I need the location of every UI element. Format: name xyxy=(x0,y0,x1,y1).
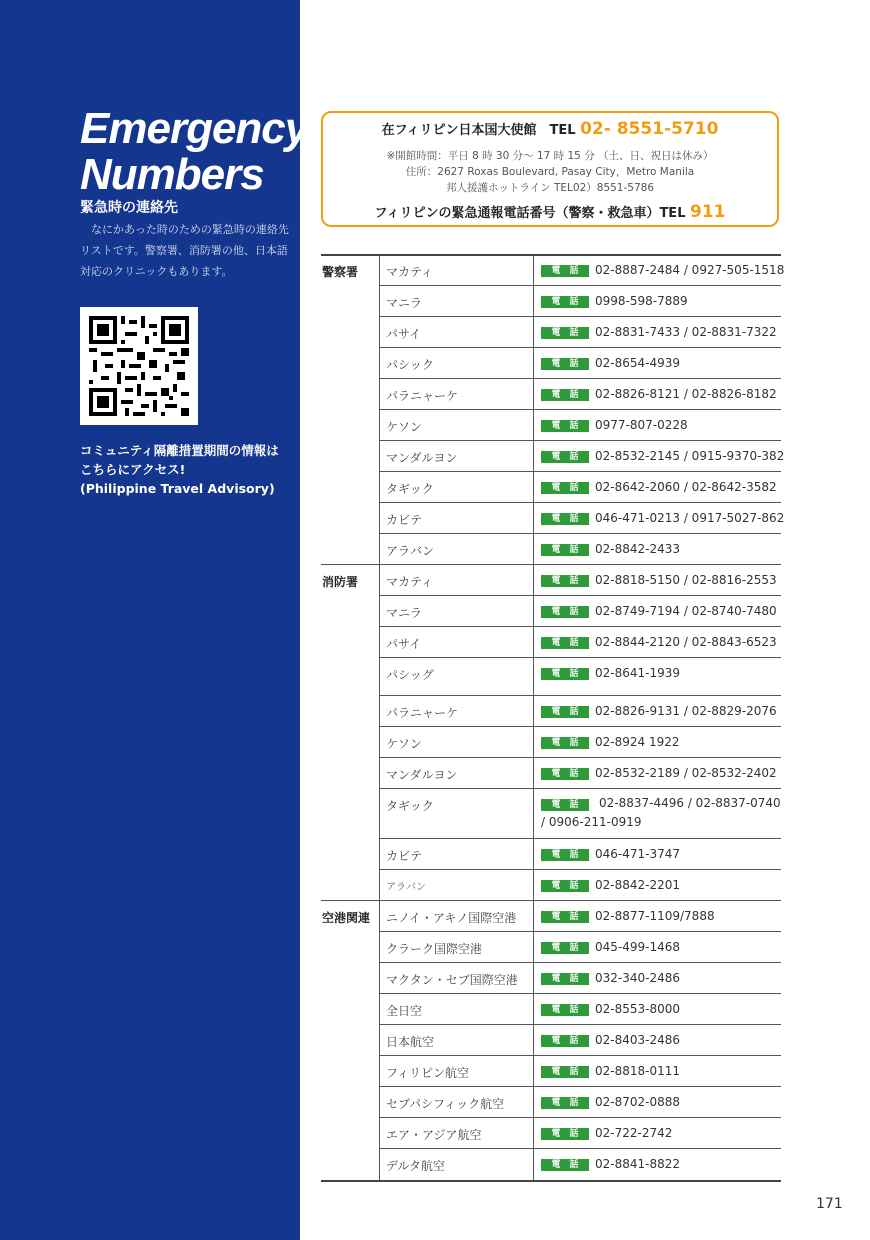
contact-name: パシッグ xyxy=(386,668,434,682)
row-divider xyxy=(380,993,781,994)
contact-name: ケソン xyxy=(386,737,422,751)
phone-badge: 電 話 xyxy=(541,737,589,749)
embassy-name: 在フィリピン日本国大使館 TEL xyxy=(381,123,581,138)
phone-badge: 電 話 xyxy=(541,265,589,277)
phone-badge: 電 話 xyxy=(541,706,589,718)
phone-badge: 電 話 xyxy=(541,451,589,463)
phone-number[interactable]: 02-8818-0111 xyxy=(595,1064,681,1078)
qr-code-icon[interactable] xyxy=(80,307,198,425)
row-divider xyxy=(380,1148,781,1149)
phone-number[interactable]: 046-471-3747 xyxy=(595,847,681,861)
contact-name: マクタン・セブ国際空港 xyxy=(386,973,518,987)
phone-badge: 電 話 xyxy=(541,1066,589,1078)
phone-number[interactable]: 02-8877-1109/7888 xyxy=(595,909,715,923)
qr-note-line-3: (Philippine Travel Advisory) xyxy=(80,481,275,496)
phone-number[interactable]: 02-8641-1939 xyxy=(595,666,681,680)
phone-badge: 電 話 xyxy=(541,799,589,811)
row-divider xyxy=(380,378,781,379)
contact-name: パシック xyxy=(386,358,434,372)
phone-badge: 電 話 xyxy=(541,389,589,401)
contact-name: マニラ xyxy=(386,296,423,310)
embassy-hours: ※開館時間：平日 8 時 30 分～ 17 時 15 分 （土、日、祝日は休み） xyxy=(386,150,714,162)
embassy-title xyxy=(323,119,777,139)
phone-number[interactable]: 02-8749-7194 / 02-8740-7480 xyxy=(595,604,777,618)
row-divider xyxy=(380,595,781,596)
phone-number[interactable]: 032-340-2486 xyxy=(595,971,681,985)
row-divider xyxy=(380,440,781,441)
phone-number[interactable]: 02-8924 1922 xyxy=(595,735,680,749)
row-divider xyxy=(321,564,781,565)
phone-number[interactable]: 02-8844-2120 / 02-8843-6523 xyxy=(595,635,777,649)
phone-badge: 電 話 xyxy=(541,637,589,649)
row-divider xyxy=(380,1086,781,1087)
phone-badge: 電 話 xyxy=(541,1004,589,1016)
phone-number[interactable]: 02-8553-8000 xyxy=(595,1002,681,1016)
phone-number[interactable]: 0977-807-0228 xyxy=(595,418,688,432)
contact-name: ケソン xyxy=(386,420,422,434)
contact-name: カビテ xyxy=(386,849,423,863)
contact-name: マンダルヨン xyxy=(386,451,458,465)
contact-name: デルタ航空 xyxy=(386,1159,445,1173)
row-divider xyxy=(380,1117,781,1118)
row-divider xyxy=(380,409,781,410)
row-divider xyxy=(380,471,781,472)
phone-number[interactable]: 02-8837-4496 / 02-8837-0740 / 0906-211-0919 xyxy=(541,796,781,829)
phone-badge: 電 話 xyxy=(541,1097,589,1109)
phone-badge: 電 話 xyxy=(541,544,589,556)
row-divider xyxy=(380,695,781,696)
table-bottom-rule xyxy=(321,1180,781,1182)
phone-number[interactable]: 02-8826-9131 / 02-8829-2076 xyxy=(595,704,777,718)
phone-number[interactable]: 02-722-2742 xyxy=(595,1126,673,1140)
phone-number[interactable]: 046-471-0213 / 0917-5027-862 xyxy=(595,511,785,525)
phone-number[interactable]: 02-8826-8121 / 02-8826-8182 xyxy=(595,387,777,401)
emergency-tel: 911 xyxy=(690,202,726,222)
phone-badge: 電 話 xyxy=(541,513,589,525)
phone-number[interactable]: 02-8818-5150 / 02-8816-2553 xyxy=(595,573,777,587)
page-title xyxy=(80,106,308,198)
contact-name: タギック xyxy=(386,799,434,813)
contact-name: フィリピン航空 xyxy=(386,1066,470,1080)
qr-note xyxy=(80,441,279,498)
contact-name: エア・アジア航空 xyxy=(386,1128,482,1142)
contact-name: パラニャーケ xyxy=(386,706,459,720)
contact-name: パサイ xyxy=(386,327,422,341)
row-divider xyxy=(380,347,781,348)
row-divider xyxy=(380,626,781,627)
phone-badge: 電 話 xyxy=(541,575,589,587)
phone-badge: 電 話 xyxy=(541,1128,589,1140)
phone-badge: 電 話 xyxy=(541,942,589,954)
contact-name: アラバン xyxy=(386,544,435,558)
page-number: 171 xyxy=(816,1196,843,1212)
row-divider xyxy=(380,838,781,839)
contact-name: タギック xyxy=(386,482,434,496)
phone-badge: 電 話 xyxy=(541,849,589,861)
qr-note-line-2: こちらにアクセス! xyxy=(80,462,186,477)
phone-number[interactable]: 0998-598-7889 xyxy=(595,294,688,308)
row-divider xyxy=(380,1055,781,1056)
column-divider xyxy=(379,254,380,1181)
sidebar xyxy=(0,0,309,1240)
row-divider xyxy=(380,726,781,727)
column-divider xyxy=(533,254,534,1181)
phone-number[interactable]: 02-8842-2433 xyxy=(595,542,681,556)
row-divider xyxy=(380,1024,781,1025)
contact-name: 日本航空 xyxy=(386,1035,435,1049)
contact-name: アラバン xyxy=(386,882,426,893)
contact-name: マニラ xyxy=(386,606,423,620)
contact-name: ニノイ・アキノ国際空港 xyxy=(386,911,517,925)
phone-badge: 電 話 xyxy=(541,880,589,892)
contact-name: セブパシフィック航空 xyxy=(386,1097,505,1111)
phone-badge: 電 話 xyxy=(541,911,589,923)
phone-number[interactable]: 02-8532-2145 / 0915-9370-382 xyxy=(595,449,785,463)
phone-badge: 電 話 xyxy=(541,606,589,618)
phone-badge: 電 話 xyxy=(541,327,589,339)
phone-badge: 電 話 xyxy=(541,768,589,780)
phone-badge: 電 話 xyxy=(541,1159,589,1171)
phone-badge: 電 話 xyxy=(541,482,589,494)
phone-number[interactable]: 02-8887-2484 / 0927-505-1518 xyxy=(595,263,785,277)
row-divider xyxy=(321,254,781,256)
title-line-1: Emergency xyxy=(80,104,309,153)
row-divider xyxy=(380,533,781,534)
phone-badge: 電 話 xyxy=(541,973,589,985)
row-divider xyxy=(380,869,781,870)
category-police: 警察署 xyxy=(322,265,359,279)
contact-name: パサイ xyxy=(386,637,422,651)
contact-name: クラーク国際空港 xyxy=(386,942,483,956)
phone-number[interactable]: 02-8841-8822 xyxy=(595,1157,681,1171)
embassy-hotline: 邦人援護ホットライン TEL02）8551-5786 xyxy=(445,182,654,194)
row-divider xyxy=(380,931,781,932)
row-divider xyxy=(380,285,781,286)
phone-number[interactable]: 02-8842-2201 xyxy=(595,878,681,892)
phone-number[interactable]: 02-8642-2060 / 02-8642-3582 xyxy=(595,480,777,494)
qr-note-line-1: コミュニティ隔離措置期間の情報は xyxy=(80,443,279,458)
row-divider xyxy=(380,962,781,963)
row-divider xyxy=(380,757,781,758)
phone-badge: 電 話 xyxy=(541,1035,589,1047)
row-divider xyxy=(380,788,781,789)
phone-number[interactable]: 02-8403-2486 xyxy=(595,1033,681,1047)
intro-text: なにかあった時のための緊急時の連絡先リストです。警察署、消防署の他、日本語対応のクリニックもあります。 xyxy=(80,223,289,278)
row-divider xyxy=(321,900,781,901)
phone-number[interactable]: 02-8702-0888 xyxy=(595,1095,681,1109)
contact-name: マンダルヨン xyxy=(386,768,458,782)
emergency-line xyxy=(323,202,777,222)
title-line-2: Numbers xyxy=(80,150,264,199)
emergency-label: フィリピンの緊急通報電話番号（警察・救急車）TEL xyxy=(374,206,691,221)
contact-name: マカティ xyxy=(386,265,434,279)
phone-number[interactable]: 02-8831-7433 / 02-8831-7322 xyxy=(595,325,777,339)
embassy-tel: 02- 8551-5710 xyxy=(580,119,719,139)
category-airport: 空港関連 xyxy=(322,911,371,925)
phone-badge: 電 話 xyxy=(541,668,589,680)
phone-badge: 電 話 xyxy=(541,420,589,432)
contact-name: 全日空 xyxy=(386,1004,423,1018)
phone-badge: 電 話 xyxy=(541,296,589,308)
row-divider xyxy=(380,657,781,658)
phone-number[interactable]: 045-499-1468 xyxy=(595,940,681,954)
row-divider xyxy=(380,316,781,317)
contact-name: マカティ xyxy=(386,575,434,589)
row-divider xyxy=(380,502,781,503)
phone-badge: 電 話 xyxy=(541,358,589,370)
category-fire: 消防署 xyxy=(322,575,359,589)
embassy-box xyxy=(321,111,779,227)
subtitle: 緊急時の連絡先 xyxy=(80,200,178,216)
phone-number[interactable]: 02-8654-4939 xyxy=(595,356,681,370)
phone-number[interactable]: 02-8532-2189 / 02-8532-2402 xyxy=(595,766,777,780)
contact-name: カビテ xyxy=(386,513,423,527)
embassy-address: 住所：2627 Roxas Boulevard, Pasay City，Metro Manila xyxy=(405,166,695,178)
contact-name: パラニャーケ xyxy=(386,389,459,403)
